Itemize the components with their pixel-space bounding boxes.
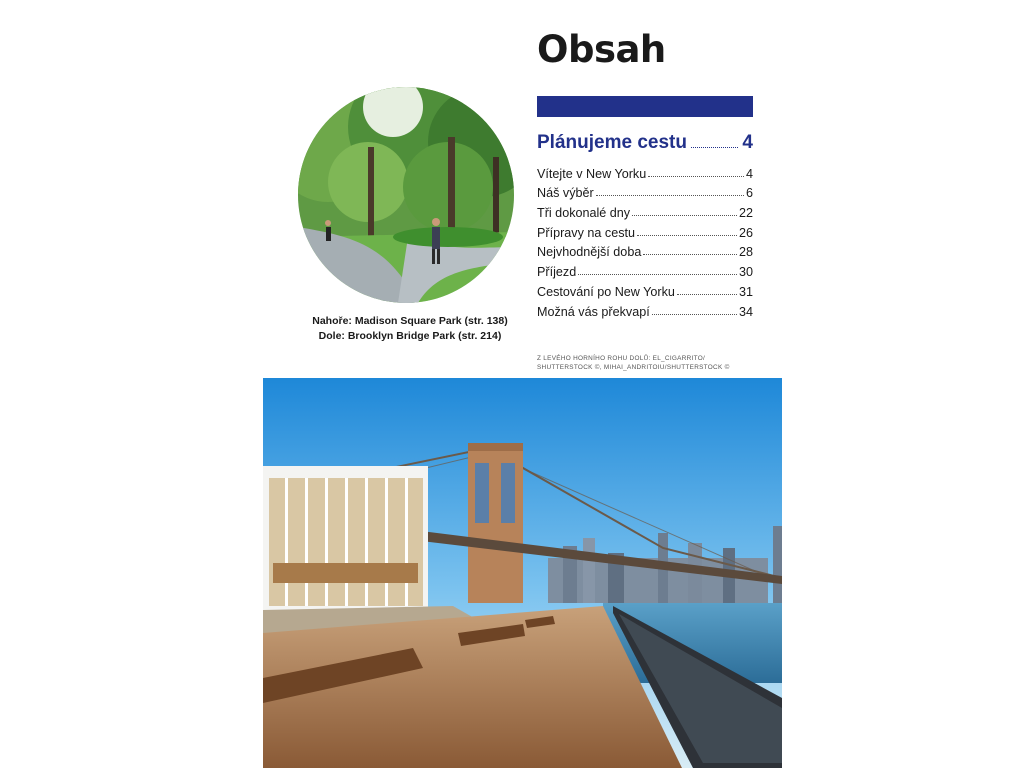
toc-entry[interactable] — [537, 200, 753, 220]
page-title: Obsah — [537, 28, 666, 71]
toc-entry[interactable] — [537, 240, 753, 260]
dot-leader — [632, 215, 737, 216]
caption-bottom: Dole: Brooklyn Bridge Park (str. 214) — [318, 330, 502, 342]
dot-leader — [637, 235, 737, 236]
toc-entry-title: Příjezd — [537, 265, 577, 280]
dot-leader — [691, 147, 738, 148]
toc-entry-page: 28 — [738, 245, 753, 260]
toc-entry-page: 22 — [738, 206, 753, 221]
brooklyn-bridge-park-photo — [263, 378, 782, 768]
dot-leader — [677, 294, 737, 295]
dot-leader — [596, 195, 744, 196]
toc-entry-page: 30 — [738, 265, 753, 280]
toc-entry-title: Tři dokonalé dny — [537, 206, 631, 221]
toc-entry[interactable] — [537, 299, 753, 319]
madison-square-park-photo — [298, 87, 514, 303]
section-page: 4 — [742, 132, 753, 153]
toc-entry-page: 6 — [745, 186, 753, 201]
photo-credit-line-2: SHUTTERSTOCK ©, MIHAI_ANDRITOIU/SHUTTERSTOCK © — [537, 364, 730, 371]
dot-leader — [652, 314, 737, 315]
toc-entry-page: 34 — [738, 304, 753, 319]
toc-entry-page: 4 — [745, 166, 753, 181]
dot-leader — [643, 254, 737, 255]
toc-entry[interactable] — [537, 220, 753, 240]
toc-entry-title: Vítejte v New Yorku — [537, 166, 647, 181]
toc-entry[interactable] — [537, 181, 753, 201]
toc-entry[interactable] — [537, 161, 753, 181]
toc-entry[interactable] — [537, 279, 753, 299]
section-title: Plánujeme cestu — [537, 132, 687, 153]
toc-entry-title: Nejvhodnější doba — [537, 245, 642, 260]
toc-entry-title: Náš výběr — [537, 186, 594, 201]
photo-credit — [537, 354, 767, 372]
toc-entry-title: Cestování po New Yorku — [537, 284, 675, 299]
toc-entry-page: 26 — [738, 225, 753, 240]
section-color-bar — [537, 96, 753, 117]
dot-leader — [648, 176, 744, 177]
toc-section-heading[interactable] — [537, 128, 753, 154]
table-of-contents — [537, 161, 753, 319]
toc-entry-title: Možná vás překvapí — [537, 304, 650, 319]
photo-credit-line-1: Z LEVÉHO HORNÍHO ROHU DOLŮ: EL_CIGARRITO/ — [537, 355, 706, 362]
toc-entry-page: 31 — [738, 284, 753, 299]
toc-entry[interactable] — [537, 259, 753, 279]
dot-leader — [578, 274, 737, 275]
caption-top: Nahoře: Madison Square Park (str. 138) — [312, 315, 508, 327]
photo-caption — [290, 314, 530, 344]
toc-entry-title: Přípravy na cestu — [537, 225, 635, 240]
